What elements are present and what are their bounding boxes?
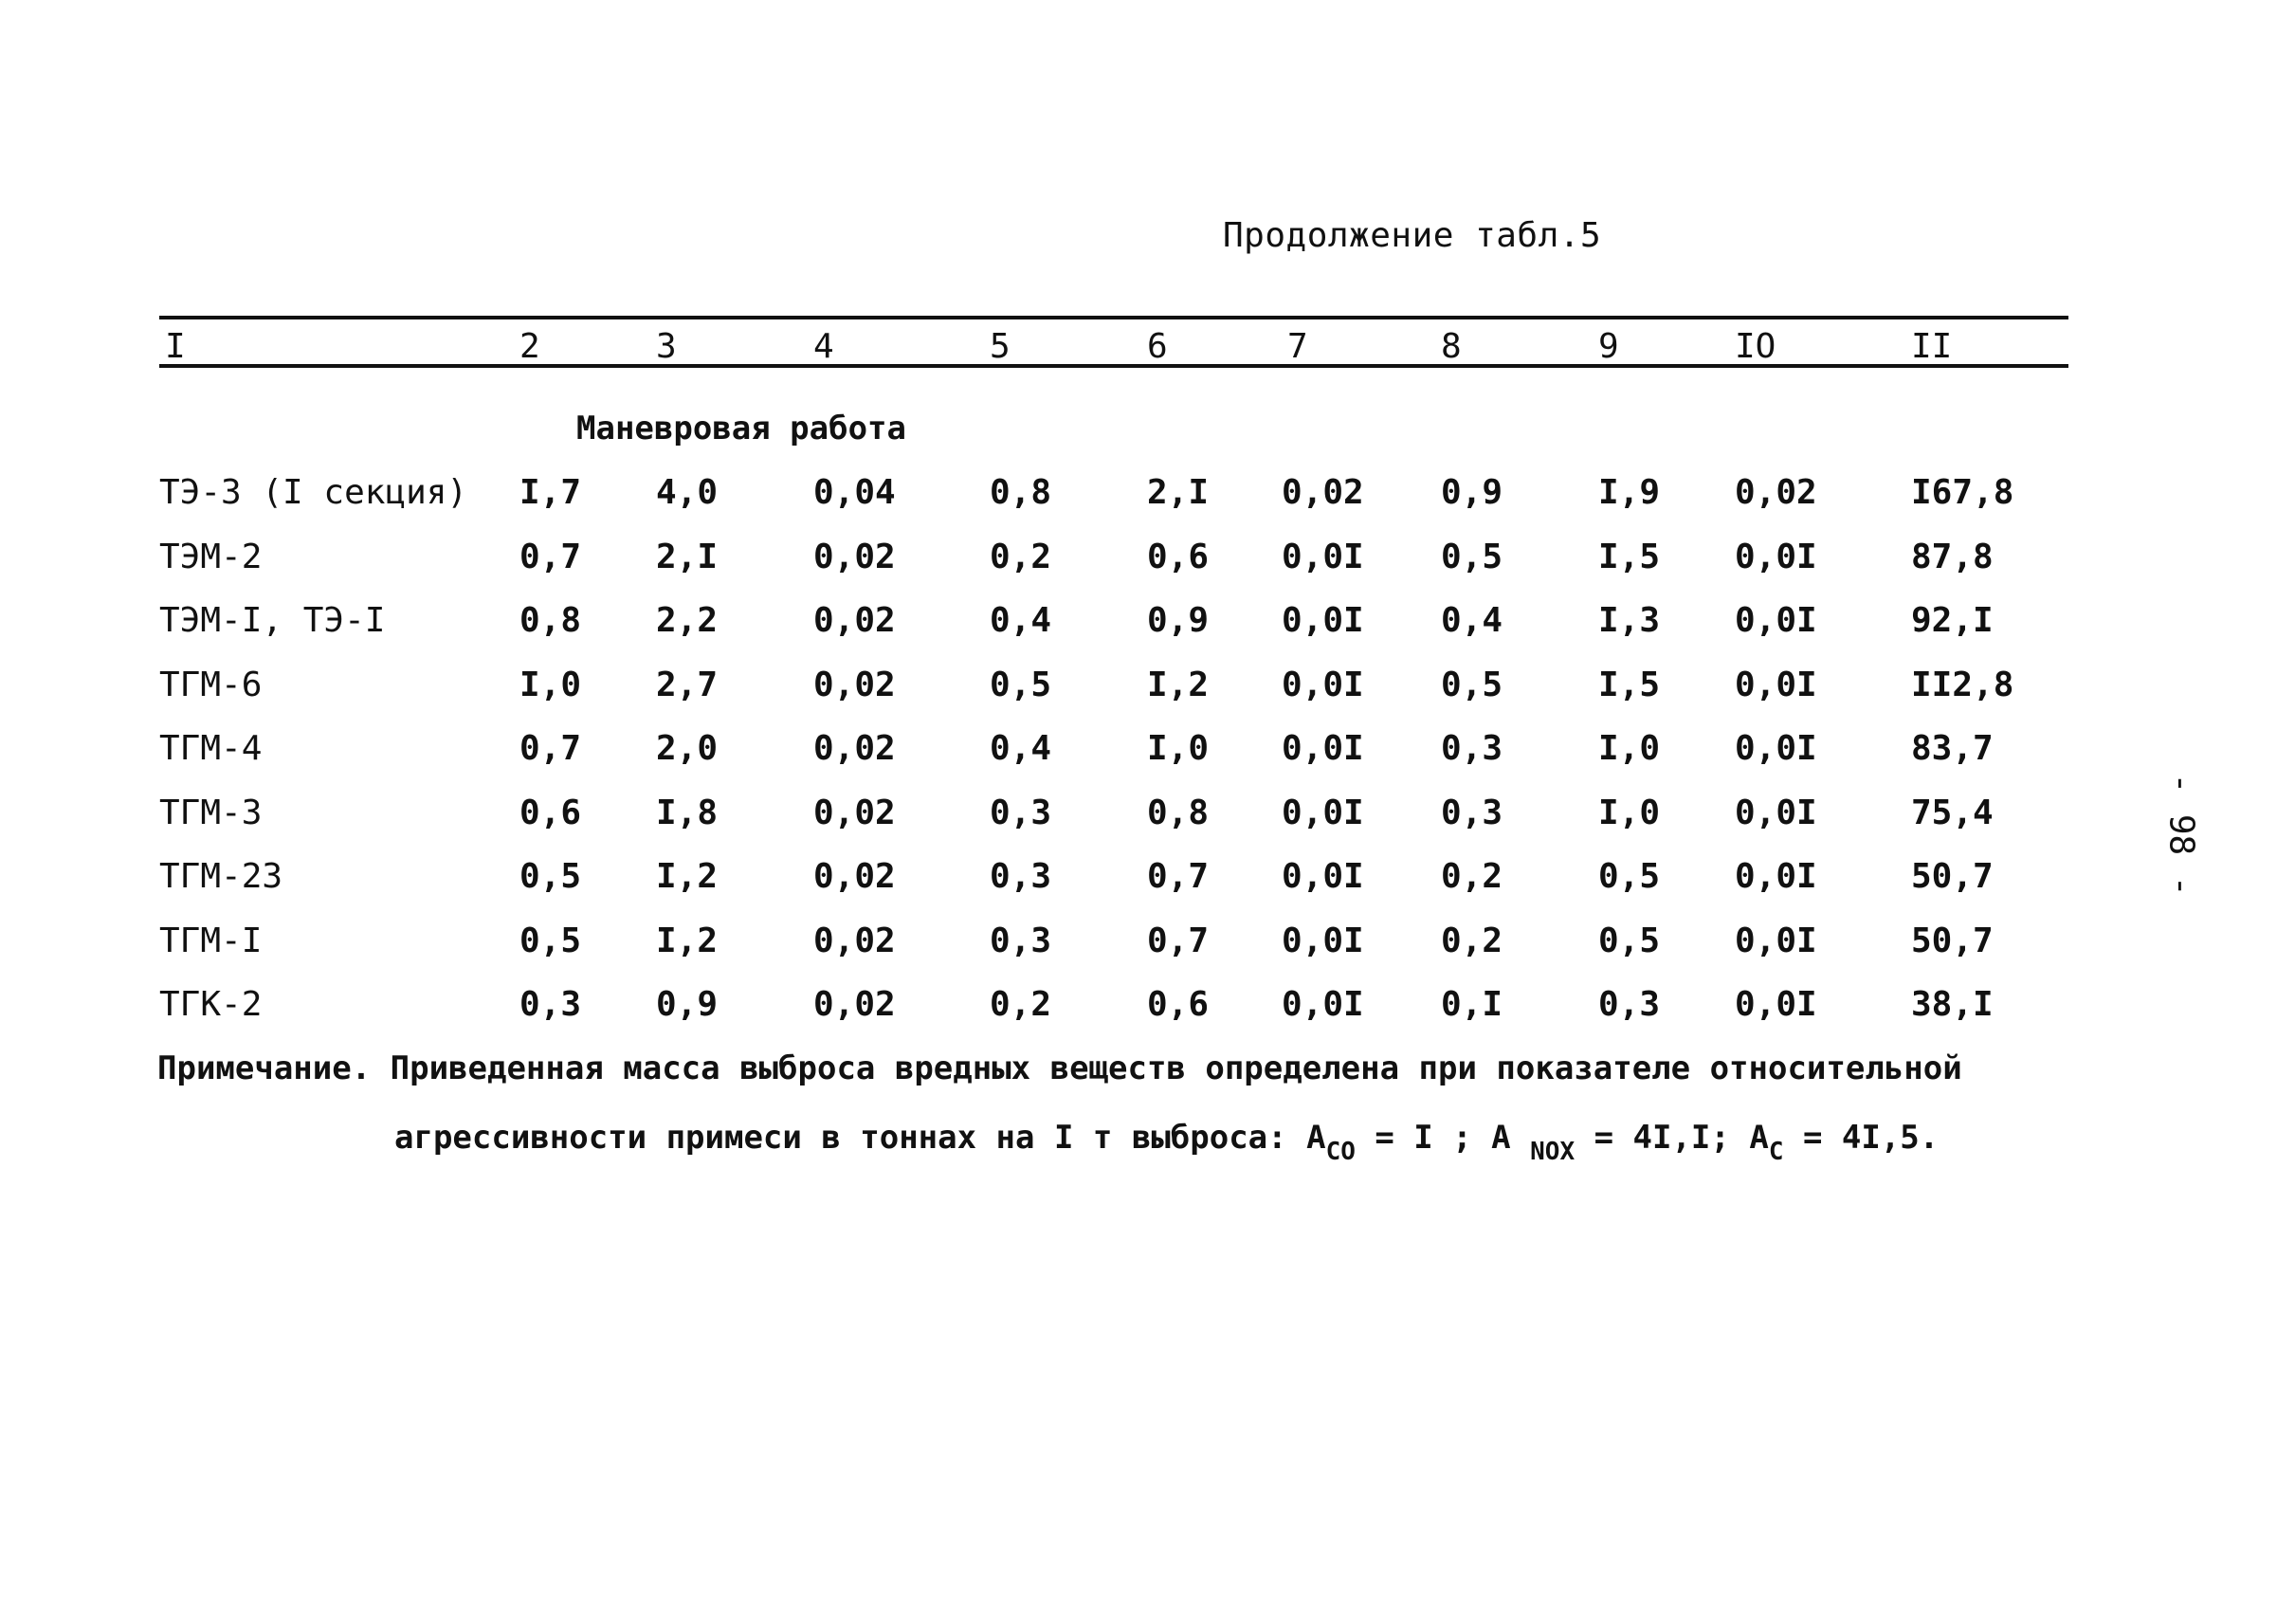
- table-cell: 0,5: [1598, 921, 1661, 960]
- row-name: ТГМ-23: [159, 857, 283, 896]
- table-cell: 0,8: [1147, 794, 1210, 832]
- table-cell: 87,8: [1911, 538, 1994, 576]
- table-cell: II2,8: [1911, 666, 2014, 704]
- table-cell: 0,2: [1441, 921, 1503, 960]
- table-cell: 0,2: [990, 985, 1052, 1024]
- column-header: 8: [1441, 327, 1462, 366]
- table-cell: 4,0: [656, 473, 719, 512]
- table-cell: 0,0I: [1735, 857, 1817, 896]
- table-cell: 0,5: [519, 857, 582, 896]
- table-cell: 0,2: [990, 538, 1052, 576]
- table-cell: 0,3: [1441, 794, 1503, 832]
- subscript-c: C: [1768, 1138, 1784, 1166]
- table-cell: I,5: [1598, 666, 1661, 704]
- table-cell: I,7: [519, 473, 582, 512]
- table-cell: 0,02: [813, 729, 896, 768]
- table-cell: 0,4: [990, 729, 1052, 768]
- table-cell: 0,5: [519, 921, 582, 960]
- table-cell: 0,0I: [1282, 985, 1364, 1024]
- row-name: ТГМ-4: [159, 729, 263, 768]
- header-rule-bottom: [159, 364, 2068, 368]
- note-line-2: [394, 1119, 1940, 1166]
- row-name: ТГМ-3: [159, 794, 263, 832]
- table-cell: 2,7: [656, 666, 719, 704]
- table-cell: 0,02: [813, 538, 896, 576]
- table-cell: 0,4: [1441, 601, 1503, 640]
- subscript-nox-x: X: [1559, 1138, 1576, 1166]
- table-cell: 2,0: [656, 729, 719, 768]
- table-cell: 0,5: [1441, 666, 1503, 704]
- table-cell: 2,I: [1147, 473, 1210, 512]
- table-cell: 0,0I: [1282, 666, 1364, 704]
- table-cell: 0,9: [1441, 473, 1503, 512]
- table-cell: I,0: [519, 666, 582, 704]
- table-cell: 0,3: [1441, 729, 1503, 768]
- section-title: Маневровая работа: [576, 410, 906, 447]
- table-cell: 0,02: [813, 601, 896, 640]
- table-caption: Продолжение табл.5: [1223, 216, 1602, 255]
- column-header: 9: [1598, 327, 1619, 366]
- table-cell: 0,3: [990, 794, 1052, 832]
- table-cell: 0,7: [1147, 857, 1210, 896]
- value-nox: = 4I,I;: [1575, 1119, 1750, 1157]
- table-cell: 0,04: [813, 473, 896, 512]
- subscript-nox: NO: [1530, 1138, 1560, 1166]
- table-cell: 0,0I: [1282, 538, 1364, 576]
- table-cell: 0,5: [1441, 538, 1503, 576]
- table-cell: I,2: [656, 857, 719, 896]
- table-cell: I,0: [1147, 729, 1210, 768]
- table-cell: 0,0I: [1282, 921, 1364, 960]
- table-cell: 0,02: [1735, 473, 1817, 512]
- table-cell: 83,7: [1911, 729, 1994, 768]
- table-cell: 0,8: [990, 473, 1052, 512]
- table-cell: 0,3: [990, 857, 1052, 896]
- table-cell: 50,7: [1911, 921, 1994, 960]
- column-header: II: [1911, 327, 1953, 366]
- table-cell: 0,I: [1441, 985, 1503, 1024]
- column-header: 7: [1287, 327, 1308, 366]
- table-cell: 0,02: [813, 794, 896, 832]
- table-cell: I,0: [1598, 794, 1661, 832]
- table-cell: 0,3: [1598, 985, 1661, 1024]
- table-cell: 0,0I: [1735, 729, 1817, 768]
- table-cell: I,3: [1598, 601, 1661, 640]
- table-cell: 0,0I: [1735, 921, 1817, 960]
- table-cell: 0,0I: [1735, 666, 1817, 704]
- row-name: ТЭМ-I, ТЭ-I: [159, 601, 386, 640]
- table-cell: 0,6: [1147, 985, 1210, 1024]
- table-cell: 0,5: [990, 666, 1052, 704]
- table-cell: I,9: [1598, 473, 1661, 512]
- table-cell: 0,0I: [1735, 601, 1817, 640]
- table-cell: 0,4: [990, 601, 1052, 640]
- table-cell: 0,6: [519, 794, 582, 832]
- table-cell: 0,9: [656, 985, 719, 1024]
- row-name: ТГК-2: [159, 985, 263, 1024]
- table-cell: 50,7: [1911, 857, 1994, 896]
- row-name: ТГМ-I: [159, 921, 263, 960]
- table-cell: 2,I: [656, 538, 719, 576]
- table-cell: 0,8: [519, 601, 582, 640]
- table-cell: 38,I: [1911, 985, 1994, 1024]
- table-cell: 0,0I: [1735, 794, 1817, 832]
- row-name: ТГМ-6: [159, 666, 263, 704]
- column-header: 6: [1147, 327, 1168, 366]
- table-cell: 0,0I: [1282, 729, 1364, 768]
- page-number: - 98 -: [2161, 773, 2201, 897]
- table-cell: 0,7: [1147, 921, 1210, 960]
- table-cell: 0,5: [1598, 857, 1661, 896]
- value-co: = I ;: [1355, 1119, 1492, 1157]
- table-cell: 0,02: [813, 857, 896, 896]
- table-cell: 0,0I: [1282, 794, 1364, 832]
- table-cell: I,8: [656, 794, 719, 832]
- table-cell: 92,I: [1911, 601, 1994, 640]
- table-cell: 0,0I: [1282, 601, 1364, 640]
- table-cell: 0,02: [1282, 473, 1364, 512]
- value-c: = 4I,5.: [1783, 1119, 1940, 1157]
- column-header: IO: [1735, 327, 1776, 366]
- symbol-a-c: A: [1749, 1119, 1769, 1157]
- table-cell: I,5: [1598, 538, 1661, 576]
- table-cell: 2,2: [656, 601, 719, 640]
- table-cell: 0,02: [813, 985, 896, 1024]
- symbol-a-nox: A: [1491, 1119, 1511, 1157]
- table-cell: 0,02: [813, 666, 896, 704]
- table-cell: I67,8: [1911, 473, 2014, 512]
- column-header: I: [165, 327, 186, 366]
- table-cell: 0,0I: [1282, 857, 1364, 896]
- table-cell: 0,9: [1147, 601, 1210, 640]
- table-cell: 0,3: [519, 985, 582, 1024]
- column-header: 5: [990, 327, 1011, 366]
- table-cell: 0,0I: [1735, 985, 1817, 1024]
- note-line-2-text: агрессивности примеси в тоннах на I т выброса:: [394, 1119, 1307, 1157]
- column-header: 4: [813, 327, 834, 366]
- column-header: 2: [519, 327, 540, 366]
- table-cell: 0,7: [519, 538, 582, 576]
- subscript-co: CO: [1325, 1138, 1356, 1166]
- column-header: 3: [656, 327, 677, 366]
- table-cell: I,2: [1147, 666, 1210, 704]
- table-cell: 0,6: [1147, 538, 1210, 576]
- table-cell: 75,4: [1911, 794, 1994, 832]
- table-cell: I,2: [656, 921, 719, 960]
- row-name: ТЭ-3 (I секция): [159, 473, 468, 512]
- table-cell: 0,02: [813, 921, 896, 960]
- row-name: ТЭМ-2: [159, 538, 263, 576]
- header-rule-top: [159, 316, 2068, 319]
- symbol-a-co: A: [1306, 1119, 1326, 1157]
- table-cell: I,0: [1598, 729, 1661, 768]
- table-cell: 0,0I: [1735, 538, 1817, 576]
- note-line-1: Примечание. Приведенная масса выброса вредных веществ определена при показателе относительной: [157, 1049, 1962, 1087]
- table-cell: 0,3: [990, 921, 1052, 960]
- table-cell: 0,2: [1441, 857, 1503, 896]
- table-cell: 0,7: [519, 729, 582, 768]
